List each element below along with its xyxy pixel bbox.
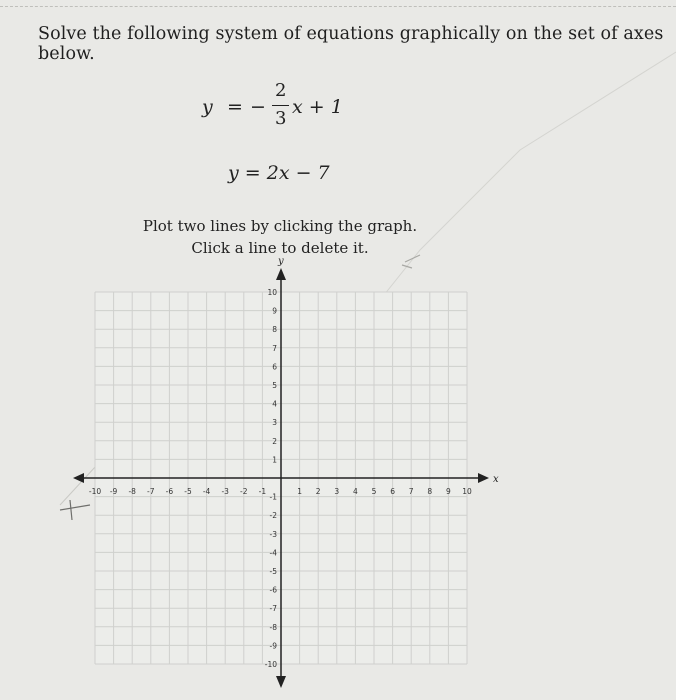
y-tick-label: -5 <box>269 567 277 576</box>
y-tick-label: -2 <box>269 511 277 521</box>
y-tick-label: 9 <box>272 306 277 316</box>
x-tick-label: 9 <box>446 487 451 496</box>
y-tick-label: -10 <box>264 660 277 669</box>
y-tick-label: 5 <box>272 381 277 390</box>
x-tick-label: -2 <box>240 487 248 496</box>
pen-cross-mark <box>60 500 90 520</box>
x-tick-label: 4 <box>353 487 358 496</box>
y-tick-label: 10 <box>267 288 277 297</box>
x-tick-label: 6 <box>390 487 395 496</box>
y-tick-label: -6 <box>269 585 277 595</box>
equation-2: y = 2x − 7 <box>228 162 330 184</box>
x-tick-label: -8 <box>128 487 136 496</box>
x-tick-label: 8 <box>427 487 433 496</box>
instruction-line-2: Click a line to delete it. <box>191 239 369 257</box>
y-tick-label: 7 <box>272 343 277 353</box>
eq1-lhs: y <box>202 96 213 118</box>
x-axis-label: x <box>493 474 499 485</box>
y-axis-arrow-down <box>276 676 286 688</box>
y-tick-label: 1 <box>272 455 277 465</box>
eq1-denominator: 3 <box>275 108 287 129</box>
x-tick-label: -3 <box>221 487 229 496</box>
x-tick-label: 10 <box>462 487 472 496</box>
y-tick-label: 8 <box>272 325 277 335</box>
y-tick-label: -9 <box>269 641 277 651</box>
y-tick-label: 6 <box>272 362 277 372</box>
y-tick-label: 3 <box>272 418 277 428</box>
x-tick-label: 7 <box>408 487 414 496</box>
x-tick-label: -7 <box>147 487 155 496</box>
x-tick-label: 5 <box>371 487 377 496</box>
x-axis-arrow-right <box>478 473 489 483</box>
eq1-rest: x + 1 <box>292 96 343 118</box>
x-tick-label: 1 <box>297 487 302 496</box>
x-tick-label: 3 <box>334 487 340 496</box>
x-tick-label: -6 <box>165 487 174 496</box>
x-tick-label: -5 <box>184 487 192 496</box>
eq1-numerator: 2 <box>275 80 287 101</box>
y-tick-label: 4 <box>272 399 277 409</box>
x-tick-label: -10 <box>88 487 102 496</box>
eq1-equals: = <box>227 96 243 118</box>
x-tick-label: -1 <box>258 487 267 496</box>
question-text: Solve the following system of equations graphically on the set of axes below. <box>38 24 664 64</box>
y-tick-label: 2 <box>272 436 277 446</box>
y-tick-label: -8 <box>269 622 277 632</box>
x-tick-label: 2 <box>315 487 321 496</box>
y-tick-label: -3 <box>269 529 277 539</box>
eq1-sign: − <box>250 96 266 118</box>
y-tick-label: -1 <box>269 492 277 502</box>
x-axis-arrow-left <box>73 473 84 483</box>
instruction-line-1: Plot two lines by clicking the graph. <box>142 217 418 235</box>
y-axis-label: y <box>278 256 284 267</box>
x-tick-label: -9 <box>109 487 118 496</box>
y-tick-label: -4 <box>269 548 277 558</box>
x-tick-label: -4 <box>202 487 211 496</box>
faint-pen-stroke <box>380 52 676 300</box>
y-axis-arrow-up <box>276 268 286 280</box>
y-tick-label: -7 <box>269 604 277 614</box>
